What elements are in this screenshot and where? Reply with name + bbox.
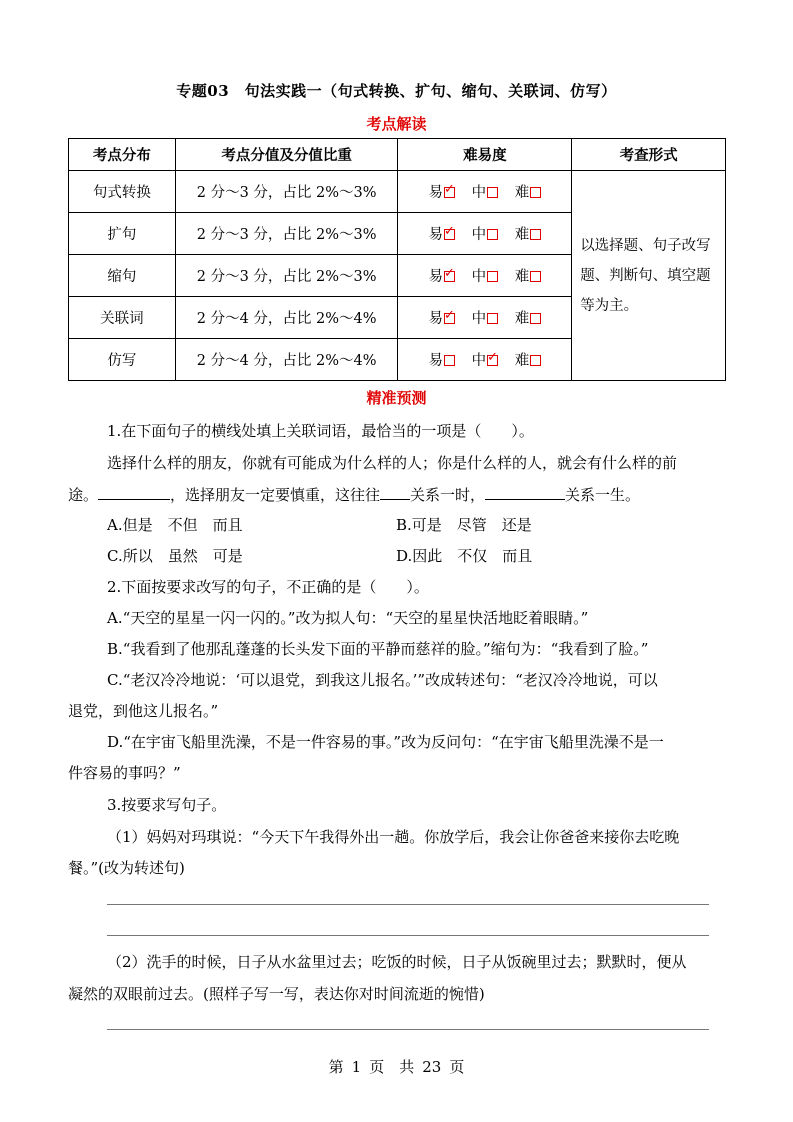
mid-checkbox [487,313,498,324]
exam-form-cell: 以选择题、句子改写题、判断句、填空题等为主。 [572,171,726,381]
q2-stem: 2.下面按要求改写的句子，不正确的是（ ）。 [107,578,429,596]
exam-points-table [68,138,726,381]
topic-cell: 缩句 [69,255,176,297]
hard-checkbox [530,313,541,324]
score-cell: 2 分～3 分，占比 2%～3% [175,255,398,297]
easy-label: 易 [428,353,443,369]
score-cell: 2 分～4 分，占比 2%～4% [175,297,398,339]
q2-option-b: B.“我看到了他那乱蓬蓬的长头发下面的平静而慈祥的脸。”缩句为：“我看到了脸。” [107,640,649,658]
easy-label: 易 [428,227,443,243]
table-row [69,171,726,213]
answer-line[interactable] [107,1029,709,1030]
hard-checkbox [530,229,541,240]
hard-label: 难 [514,269,530,285]
blank-1[interactable] [98,485,170,500]
q1-text-line1: 选择什么样的朋友，你就有可能成为什么样的人；你是什么样的人，就会有什么样的前 [107,454,678,472]
mid-label: 中 [471,353,487,369]
q3-part2-line1: （2）洗手的时候，日子从水盆里过去；吃饭的时候，日子从饭碗里过去；默默时，便从 [107,953,687,971]
answer-line[interactable] [107,935,709,936]
mid-label: 中 [471,311,487,327]
table-header: 考点分布 [69,139,176,171]
hard-label: 难 [514,227,530,243]
table-header: 考查形式 [572,139,726,171]
easy-checkbox [444,187,455,198]
hard-label: 难 [514,185,530,201]
easy-checkbox [444,355,455,366]
hard-label: 难 [514,353,530,369]
difficulty-cell [398,255,572,297]
q2-option-d-line1: D.“在宇宙飞船里洗澡，不是一件容易的事。”改为反问句：“在宇宙飞船里洗澡不是一 [107,733,664,751]
q1-option-d: D.因此 不仅 而且 [396,547,533,565]
page-footer [0,1056,793,1077]
blank-3[interactable] [485,485,565,500]
blank-2[interactable] [380,485,410,500]
difficulty-cell [398,213,572,255]
easy-label: 易 [428,269,443,285]
q1-text-part: 关系一生。 [565,486,641,504]
q1-text-part: ，选择朋友一定要慎重，这往往 [170,486,381,504]
mid-checkbox [487,229,498,240]
footer-text: 第 [328,1058,344,1076]
footer-text: 页 [449,1058,465,1076]
difficulty-cell [398,339,572,381]
mid-checkbox [487,271,498,282]
difficulty-cell [398,171,572,213]
mid-label: 中 [471,269,487,285]
score-cell: 2 分～4 分，占比 2%～4% [175,339,398,381]
q3-stem: 3.按要求写句子。 [107,796,227,814]
table-header: 考点分值及分值比重 [175,139,398,171]
topic-cell: 扩句 [69,213,176,255]
q2-option-d-line2: 件容易的事吗？” [68,764,181,782]
mid-label: 中 [471,185,487,201]
q1-option-b: B.可是 尽管 还是 [396,516,532,534]
section-heading-analysis: 考点解读 [366,115,427,133]
q3-part1-line1: （1）妈妈对玛琪说：“今天下午我得外出一趟。你放学后，我会让你爸爸来接你去吃晚 [107,828,680,846]
topic-cell: 关联词 [69,297,176,339]
mid-label: 中 [471,227,487,243]
q1-text-part: 途。 [68,486,99,504]
hard-checkbox [530,187,541,198]
q1-text-part: 关系一时， [410,486,486,504]
table-header: 难易度 [398,139,572,171]
page-title: 专题03 句法实践一（句式转换、扩句、缩句、关联词、仿写） [176,82,617,100]
easy-checkbox [444,271,455,282]
easy-label: 易 [428,311,443,327]
easy-checkbox [444,313,455,324]
section-heading-prediction: 精准预测 [366,389,427,407]
difficulty-cell [398,297,572,339]
topic-cell: 句式转换 [69,171,176,213]
mid-checkbox [487,187,498,198]
q1-stem: 1.在下面句子的横线处填上关联词语，最恰当的一项是（ ）。 [107,422,534,440]
easy-checkbox [444,229,455,240]
answer-line[interactable] [107,904,709,905]
table-header-row [69,139,726,171]
page-number: 1 [351,1058,362,1076]
footer-text: 页 共 [369,1058,415,1076]
hard-checkbox [530,355,541,366]
hard-label: 难 [514,311,530,327]
score-cell: 2 分～3 分，占比 2%～3% [175,171,398,213]
q1-option-a: A.但是 不但 而且 [107,516,243,534]
q2-option-c-line1: C.“老汉冷冷地说：‘可以退党，到我这儿报名。’”改成转述句：“老汉冷冷地说，可以 [107,671,658,689]
easy-label: 易 [428,185,443,201]
q2-option-c-line2: 退党，到他这儿报名。” [68,702,219,720]
q2-option-a: A.“天空的星星一闪一闪的。”改为拟人句：“天空的星星快活地眨着眼睛。” [107,609,589,627]
score-cell: 2 分～3 分，占比 2%～3% [175,213,398,255]
q1-text-line2 [68,484,640,505]
q3-part1-line2: 餐。”(改为转述句) [68,859,185,877]
mid-checkbox [487,355,498,366]
q3-part2-line2: 凝然的双眼前过去。(照样子写一写，表达你对时间流逝的惋惜) [68,985,485,1003]
q1-option-c: C.所以 虽然 可是 [107,547,243,565]
hard-checkbox [530,271,541,282]
topic-cell: 仿写 [69,339,176,381]
total-pages: 23 [422,1058,442,1076]
